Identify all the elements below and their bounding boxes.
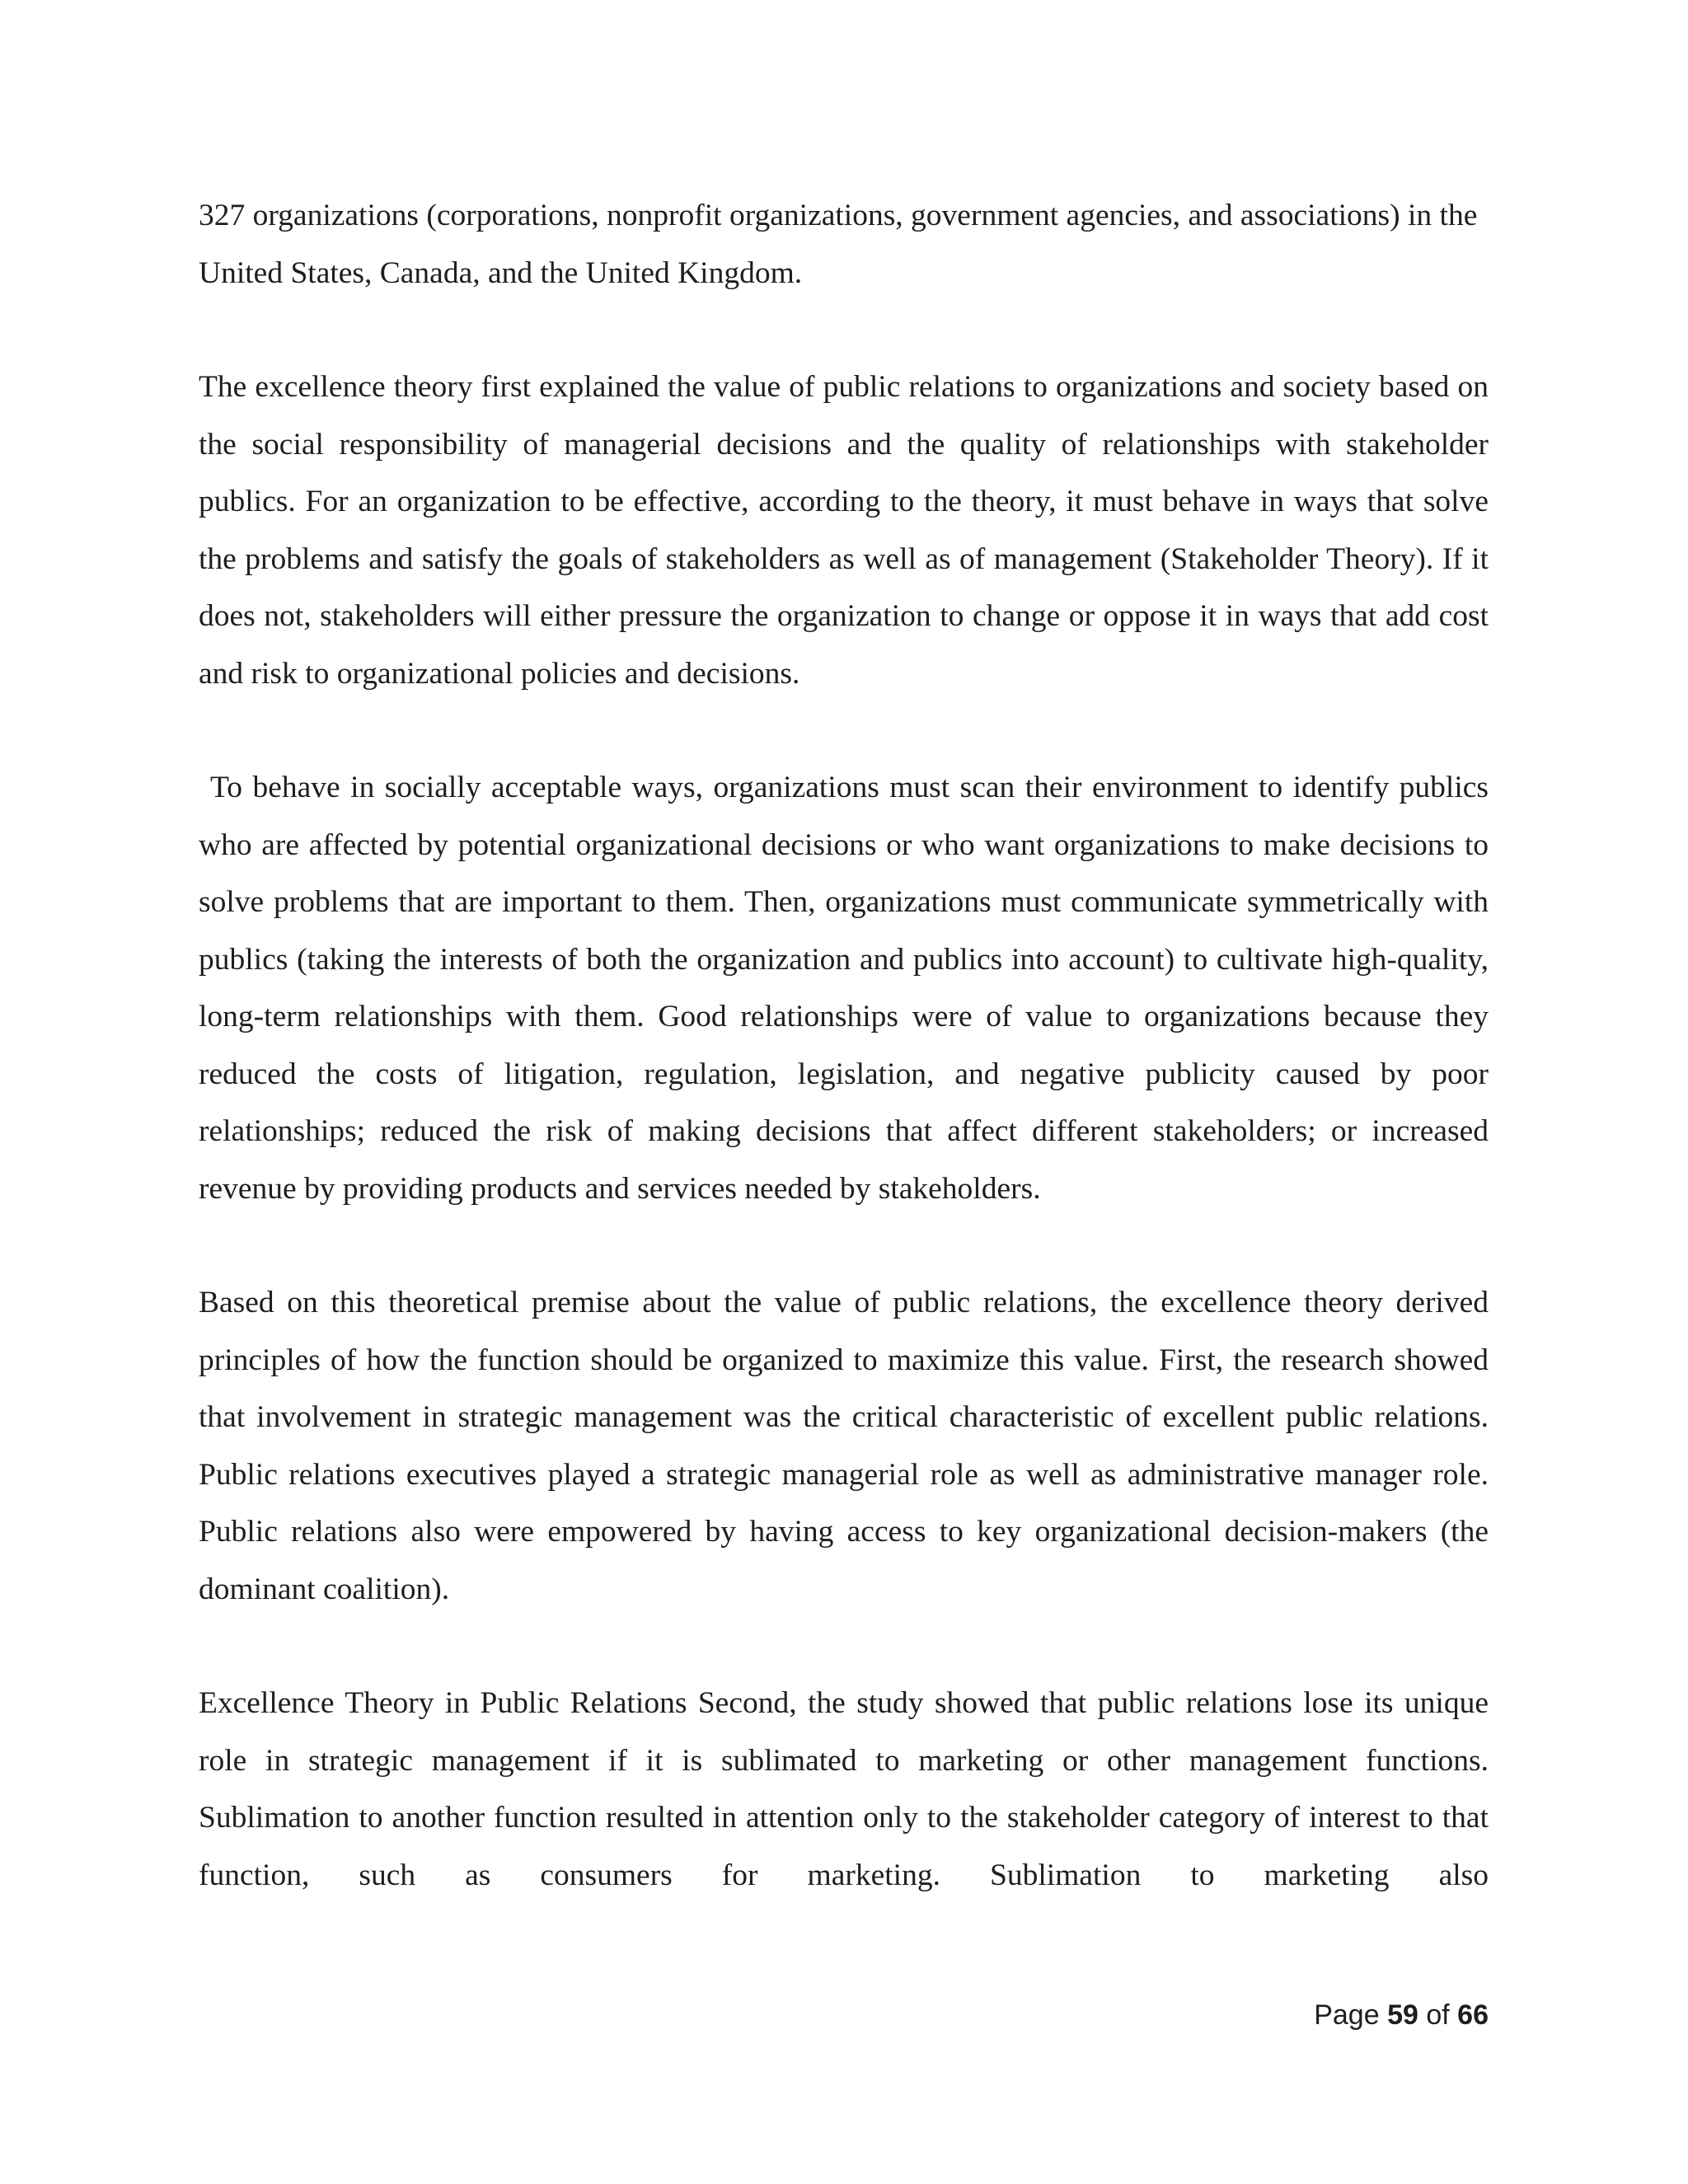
of-label: of [1426,1999,1450,2031]
page-number: 59 [1387,1999,1418,2031]
paragraph-5: Excellence Theory in Public Relations Second, the study showed that public relations lose its unique role in strategic management if it is sublimated to marketing or other management functions. Sublimation to another function resulted in attention only to the stakeholder category of interest to that function, such as consumers for marketing. Sublimation to marketing also [199,1686,1489,1892]
paragraph-3: To behave in socially acceptable ways, organizations must scan their environment to identify publics who are affected by potential organizational decisions or who want organizations to make decisions to solve problems that are important to them. Then, organizations must communicate symmetrically with publics (taking the interests of both the organization and publics into account) to cultivate high-quality, long-term relationships with them. Good relationships were of value to organizations because they reduced the costs of litigation, regulation, legislation, and negative publicity caused by poor relationships; reduced the risk of making decisions that affect different stakeholders; or increased revenue by providing products and services needed by stakeholders. [199,771,1489,1206]
paragraph-1: 327 organizations (corporations, nonprofit organizations, government agencies, and associations) in the United States, Canada, and the United Kingdom. [199,199,1478,290]
paragraph-4: Based on this theoretical premise about the value of public relations, the excellence theory derived principles of how the function should be organized to maximize this value. First, the research showed that involvement in strategic management was the critical characteristic of excellent public relations. Public relations executives played a strategic managerial role as well as administrative manager role. Public relations also were empowered by having access to key organizational decision-makers (the dominant coalition). [199,1286,1489,1606]
paragraph-2: The excellence theory first explained the value of public relations to organizations and society based on the social responsibility of managerial decisions and the quality of relationships with stakeholder publics. For an organization to be effective, according to the theory, it must behave in ways that solve the problems and satisfy the goals of stakeholders as well as of management (Stakeholder Theory). If it does not, stakeholders will either pressure the organization to change or oppose it in ways that add cost and risk to organizational policies and decisions. [199,370,1489,691]
page-footer [1314,1997,1489,2033]
total-pages: 66 [1457,1999,1489,2031]
page-body [199,187,1489,1904]
page-label: Page [1314,1999,1380,2031]
